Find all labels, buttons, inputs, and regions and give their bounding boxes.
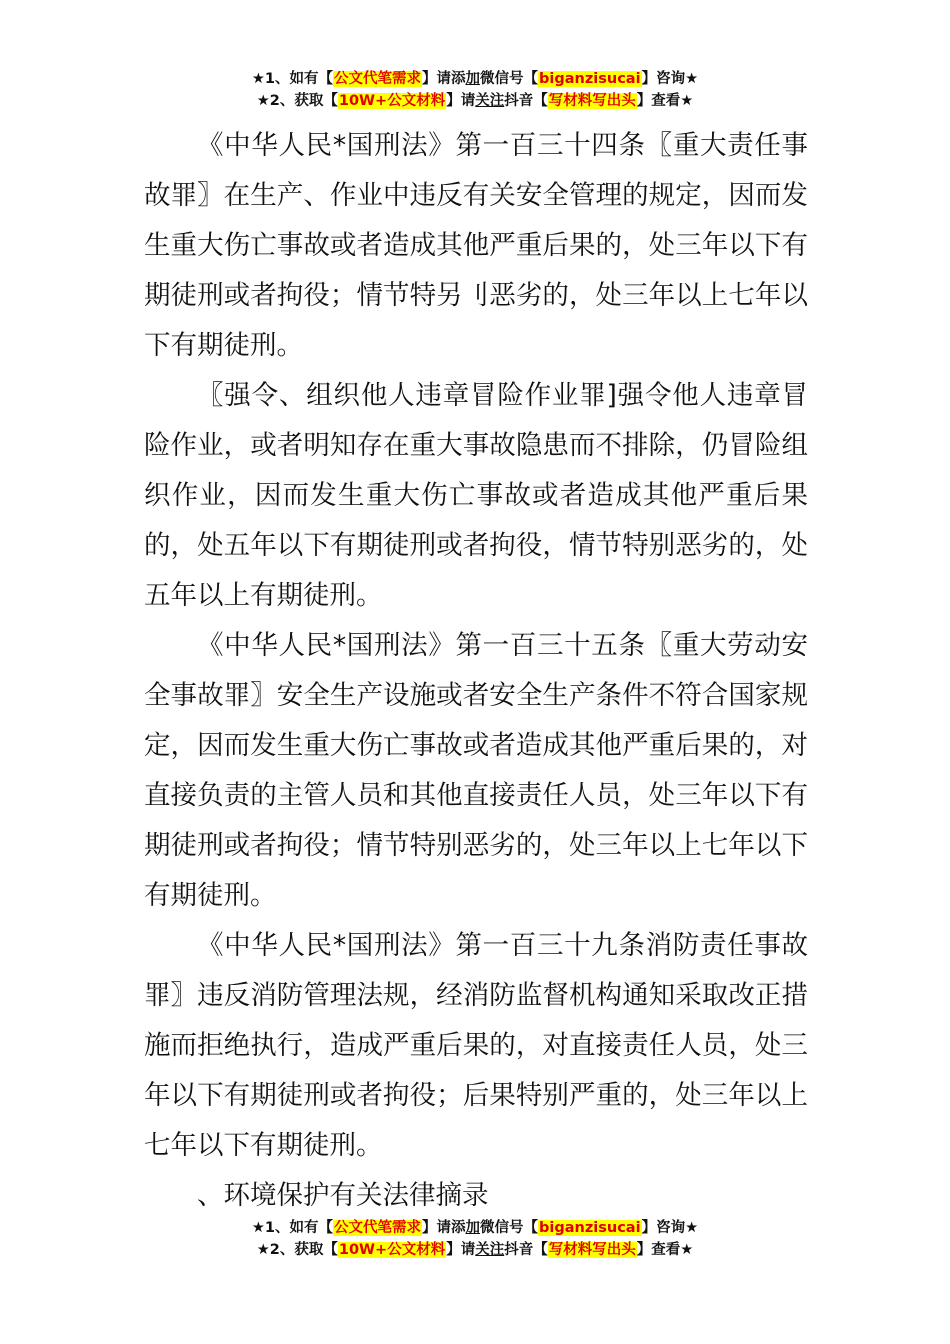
banner-wechat-id: biganzisucai	[539, 71, 641, 87]
banner-line-2: ★2、获取【10W+公文材料】请关注抖音【写材料写出头】查看★	[256, 93, 694, 109]
paragraph-article-134: 《中华人民*国刑法》第一百三十四条〖重大责任事故罪〗在生产、作业中违反有关安全管理的规定，因而发生重大伤亡事故或者造成其他严重后果的，处三年以下有期徒刑或者拘役；情节特另刂恶劣的，处三年以上七年以下有期徒刑。	[144, 130, 808, 361]
paragraph-article-139: 《中华人民*国刑法》第一百三十九条消防责任事故罪〗违反消防管理法规，经消防监督机构通知采取改正措施而拒绝执行，造成严重后果的，对直接责任人员，处三年以下有期徒刑或者拘役；后果特别严重的，处三年以上七年以下有期徒刑。	[144, 930, 808, 1161]
banner-highlight: 10W+公文材料	[338, 93, 446, 109]
paragraph-article-135: 《中华人民*国刑法》第一百三十五条〖重大劳动安全事故罪〗安全生产设施或者安全生产条件不符合国家规定，因而发生重大伤亡事故或者造成其他严重后果的，对直接负责的主管人员和其他直接责任人员，处三年以下有期徒刑或者拘役；情节特别恶劣的，处三年以上七年以下有期徒刑。	[144, 630, 808, 911]
banner-highlight: 公文代笔需求	[334, 1220, 422, 1236]
banner-wechat-id: biganzisucai	[539, 1220, 641, 1236]
banner-highlight: 公文代笔需求	[334, 71, 422, 87]
section-heading: 、环境保护有关法律摘录	[197, 1180, 489, 1211]
top-banner	[0, 68, 950, 112]
bottom-banner	[0, 1217, 950, 1261]
banner-line-1: ★1、如有【公文代笔需求】请添加微信号【biganzisucai】咨询★	[251, 71, 699, 87]
banner-line-1: ★1、如有【公文代笔需求】请添加微信号【biganzisucai】咨询★	[251, 1220, 699, 1236]
document-body	[144, 121, 808, 1221]
paragraph-forced-risk-operation: 〖强令、组织他人违章冒险作业罪]强令他人违章冒险作业，或者明知存在重大事故隐患而不排除，仍冒险组织作业，因而发生重大伤亡事故或者造成其他严重后果的，处五年以下有期徒刑或者拘役，情节特别恶劣的，处五年以上有期徒刑。	[144, 380, 808, 611]
banner-highlight: 10W+公文材料	[338, 1242, 446, 1258]
banner-douyin-id: 写材料写出头	[548, 93, 636, 109]
banner-douyin-id: 写材料写出头	[548, 1242, 636, 1258]
banner-line-2: ★2、获取【10W+公文材料】请关注抖音【写材料写出头】查看★	[256, 1242, 694, 1258]
